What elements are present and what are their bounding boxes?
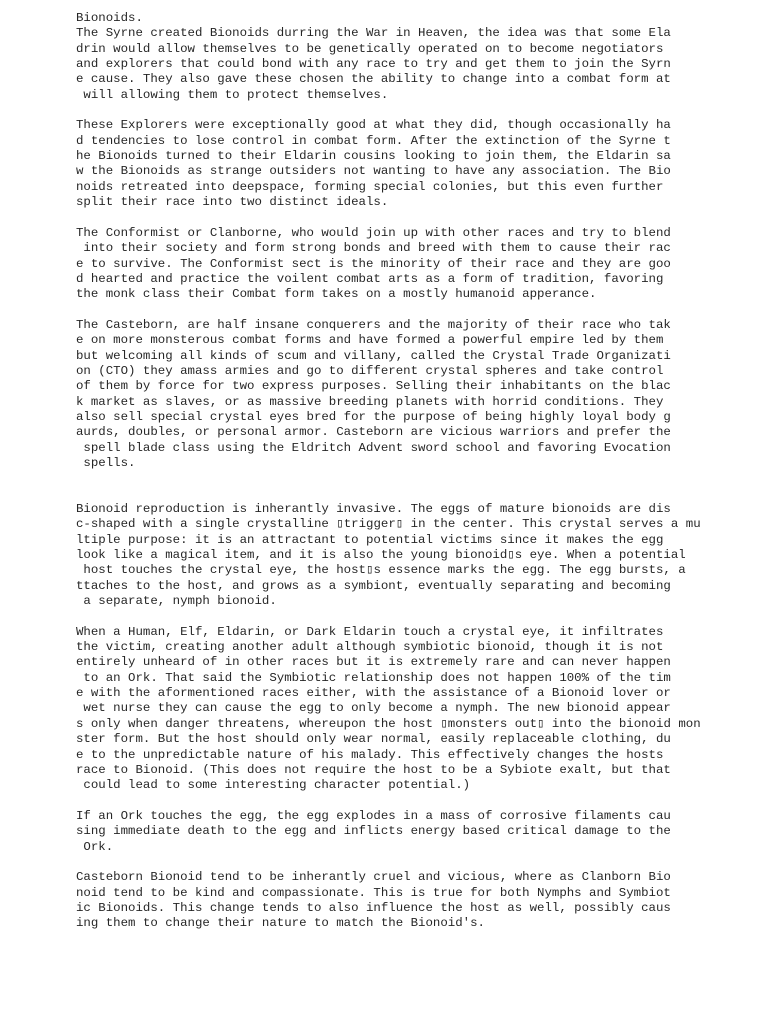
paragraph-gap [76, 103, 766, 118]
paragraph-reproduction: Bionoid reproduction is inherantly invasive. The eggs of mature bionoids are dis c-shaped with a single crystalline ▯trigger▯ in the center. This crystal serves a mu ltiple purpose: it is an attractant to potential victims since it makes the egg look like a magical item, and it is also the young bionoid▯s eye. When a potential host touches the crystal eye, the host▯s essence marks the egg. The egg bursts, a ttaches to the host, and grows as a symbiont, eventually separating and becoming a separate, nymph bionoid. [76, 502, 701, 609]
paragraph-ork: If an Ork touches the egg, the egg explodes in a mass of corrosive filaments cau sing immediate death to the egg and inflicts energy based critical damage to the Ork. [76, 808, 671, 854]
section-gap [76, 471, 766, 502]
paragraph-explorers: These Explorers were exceptionally good at what they did, though occasionally ha d tendencies to lose control in combat form. After the extinction of the Syrne t he Bionoids turned to their Eldarin cousins looking to join them, the Eldarin sa w the Bionoids as strange outsiders not wanting to have any association. The Bio noids retreated into deepspace, forming special colonies, but this even further split their race into two distinct ideals. [76, 118, 671, 210]
paragraph-nature: Casteborn Bionoid tend to be inherantly cruel and vicious, where as Clanborn Bio noid tend to be kind and compassionate. This is true for both Nymphs and Symbiot ic Bionoids. This change tends to also influence the host as well, possibly caus ing them to change their nature to match the Bionoid's. [76, 870, 671, 931]
paragraph-gap [76, 609, 766, 624]
paragraph-gap [76, 303, 766, 318]
paragraph-casteborn: The Casteborn, are half insane conquerers and the majority of their race who tak e on more monsterous combat forms and have formed a powerful empire led by them but welcoming all kinds of scum and villany, called the Crystal Trade Organizati on (CTO) they amass armies and go to different crystal spheres and take control of them by force for two express purposes. Selling their inhabitants on the blac k market as slaves, or as massive breeding planets with horrid conditions. They also sell special crystal eyes bred for the purpose of being highly loyal body g aurds, doubles, or personal armor. Casteborn are vicious warriors and prefer the spell blade class using the Eldritch Advent sword school and favoring Evocation spells. [76, 317, 671, 470]
paragraph-gap [76, 794, 766, 809]
paragraph-conformist: The Conformist or Clanborne, who would join up with other races and try to blend into their society and form strong bonds and breed with them to cause their rac e to survive. The Conformist sect is the minority of their race and they are goo d hearted and practice the voilent combat arts as a form of tradition, favoring the monk class their Combat form takes on a mostly humanoid apperance. [76, 225, 671, 302]
paragraph-gap [76, 855, 766, 870]
document-page [76, 11, 766, 932]
paragraph-gap [76, 210, 766, 225]
paragraph-infiltration: When a Human, Elf, Eldarin, or Dark Eldarin touch a crystal eye, it infiltrates the victim, creating another adult although symbiotic bionoid, though it is not entirely unheard of in other races but it is extremely rare and can never happen to an Ork. That said the Symbiotic relationship does not happen 100% of the tim e with the aformentioned races either, with the assistance of a Bionoid lover or wet nurse they can cause the egg to only become a nymph. The new bionoid appear s only when danger threatens, whereupon the host ▯monsters out▯ into the bionoid mon ster form. But the host should only wear normal, easily replaceable clothing, du e to the unpredictable nature of his malady. This effectively changes the hosts race to Bionoid. (This does not require the host to be a Sybiote exalt, but that could lead to some interesting character potential.) [76, 624, 701, 793]
paragraph-intro: Bionoids. The Syrne created Bionoids durring the War in Heaven, the idea was that some Ela drin would allow themselves to be genetically operated on to become negotiators and explorers that could bond with any race to try and get them to join the Syrn e cause. They also gave these chosen the ability to change into a combat form at will allowing them to protect themselves. [76, 11, 671, 102]
